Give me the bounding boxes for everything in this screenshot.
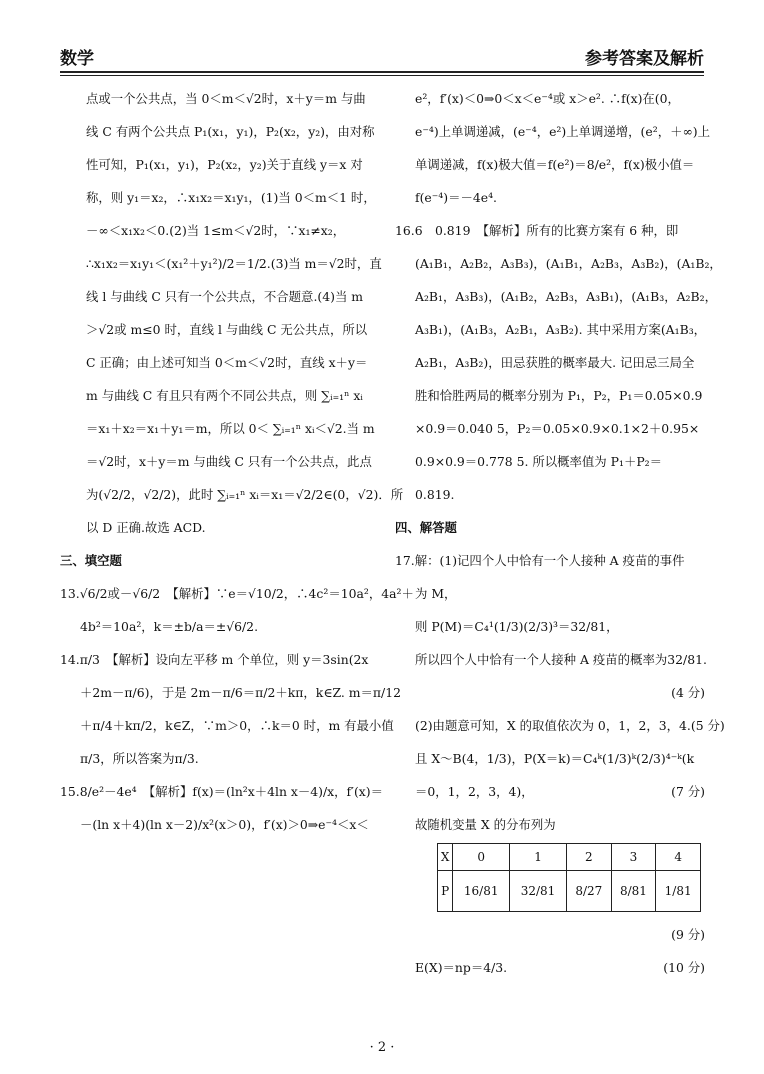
- table-cell: 1: [510, 844, 567, 871]
- q17-line-text: E(X)＝np＝4/3.: [415, 960, 508, 975]
- left-column: [60, 82, 414, 841]
- text-line: e⁻⁴)上单调递减，(e⁻⁴，e²)上单调递增，(e²，＋∞)上: [415, 124, 711, 139]
- table-header-cell: P: [438, 871, 453, 912]
- q17-line: (2)由题意可知，X 的取值依次为 0，1，2，3，4.(5 分): [415, 718, 725, 733]
- q16-line: 0.9×0.9＝0.778 5. 所以概率值为 P₁＋P₂＝: [415, 454, 663, 469]
- text-line: 单调递减，f(x)极大值＝f(e²)＝8/e²，f(x)极小值＝: [415, 157, 695, 172]
- q16-line: 0.819.: [415, 487, 455, 502]
- q14-line: 14.π/3 【解析】设向左平移 m 个单位，则 y＝3sin(2x: [60, 652, 369, 667]
- text-line: ∴x₁x₂＝x₁y₁＜(x₁²＋y₁²)/2＝1/2.(3)当 m＝√2时，直: [86, 256, 382, 271]
- q16-line: A₂B₁，A₃B₂)，田忌获胜的概率最大. 记田忌三局全: [415, 355, 695, 370]
- header-title: 参考答案及解析: [585, 49, 704, 69]
- text-line: f(e⁻⁴)＝－4e⁴.: [415, 190, 497, 205]
- q14-line: π/3，所以答案为π/3.: [80, 751, 199, 766]
- score-mark: (10 分): [663, 960, 705, 975]
- text-line: ＞√2或 m≤0 时，直线 l 与曲线 C 无公共点，所以: [86, 322, 368, 337]
- distribution-table: [437, 843, 701, 912]
- q14-line: ＋π/4＋kπ/2，k∈Z，∵m＞0，∴k＝0 时，m 有最小值: [80, 718, 394, 733]
- right-column-bottom: [395, 918, 705, 984]
- table-cell: 0: [453, 844, 510, 871]
- q16-line: A₂B₁，A₃B₃)，(A₁B₂，A₂B₃，A₃B₁)，(A₁B₃，A₂B₂，: [415, 289, 717, 304]
- q16-line: A₃B₁)，(A₁B₃，A₂B₁，A₃B₂). 其中采用方案(A₁B₃，: [415, 322, 707, 337]
- section-heading-solutions: 四、解答题: [395, 520, 457, 535]
- text-line: －∞＜x₁x₂＜0.(2)当 1≤m＜√2时，∵x₁≠x₂，: [86, 223, 346, 238]
- table-cell: 32/81: [510, 871, 567, 912]
- text-line: C 正确；由上述可知当 0＜m＜√2时，直线 x＋y＝: [86, 355, 368, 370]
- text-line: 以 D 正确.故选 ACD.: [86, 520, 206, 535]
- q16-line: (A₁B₁，A₂B₂，A₃B₃)，(A₁B₁，A₂B₃，A₃B₂)，(A₁B₂，: [415, 256, 722, 271]
- page-header: [60, 44, 704, 70]
- table-cell: 8/27: [566, 871, 611, 912]
- text-line: 为(√2/2，√2/2)，此时 ∑ᵢ₌₁ⁿ xᵢ＝x₁＝√2/2∈(0，√2)．所: [86, 487, 404, 502]
- table-cell: 1/81: [656, 871, 701, 912]
- text-line: ＝√2时，x＋y＝m 与曲线 C 只有一个公共点，此点: [86, 454, 372, 469]
- table-cell: 4: [656, 844, 701, 871]
- q17-line: 为 M，: [415, 586, 457, 601]
- table-cell: 2: [566, 844, 611, 871]
- text-line: 线 l 与曲线 C 只有一个公共点，不合题意.(4)当 m: [86, 289, 364, 304]
- score-mark: (4 分): [671, 685, 705, 700]
- q17-line: [395, 775, 705, 808]
- text-line: 称，则 y₁＝x₂，∴x₁x₂＝x₁y₁，(1)当 0＜m＜1 时，: [86, 190, 376, 205]
- page-number: · 2 ·: [369, 1040, 395, 1055]
- q17-line: 则 P(M)＝C₄¹(1/3)(2/3)³＝32/81，: [415, 619, 619, 634]
- table-cell: 3: [611, 844, 656, 871]
- header-rule-thick: [60, 71, 704, 73]
- right-column: [395, 82, 725, 841]
- text-line: ＝x₁＋x₂＝x₁＋y₁＝m，所以 0＜ ∑ᵢ₌₁ⁿ xᵢ＜√2.当 m: [86, 421, 375, 436]
- table-row: [438, 871, 701, 912]
- q13-line: 4b²＝10a²，k＝±b/a＝±√6/2.: [80, 619, 259, 634]
- q13-line: 13.√6/2或－√6/2 【解析】∵e＝√10/2，∴4c²＝10a²，4a²＋: [60, 586, 414, 601]
- q17-line: 故随机变量 X 的分布列为: [415, 817, 556, 832]
- q17-line: 所以四个人中恰有一个人接种 A 疫苗的概率为32/81.: [415, 652, 707, 667]
- table-cell: 8/81: [611, 871, 656, 912]
- score-mark: (7 分): [671, 784, 705, 799]
- text-line: m 与曲线 C 有且只有两个不同公共点，则 ∑ᵢ₌₁ⁿ xᵢ: [86, 388, 363, 403]
- table-cell: 16/81: [453, 871, 510, 912]
- q17-line: [395, 951, 705, 984]
- text-line: 性可知，P₁(x₁，y₁)，P₂(x₂，y₂)关于直线 y＝x 对: [86, 157, 363, 172]
- q16-line: ×0.9＝0.040 5，P₂＝0.05×0.9×0.1×2＋0.95×: [415, 421, 700, 436]
- table-header-cell: X: [438, 844, 453, 871]
- table-row: [438, 844, 701, 871]
- text-line: 点或一个公共点，当 0＜m＜√2时，x＋y＝m 与曲: [86, 91, 366, 106]
- q15-line: －(ln x＋4)(ln x－2)/x²(x＞0)，f′(x)＞0⇒e⁻⁴＜x＜: [80, 817, 369, 832]
- text-line: 线 C 有两个公共点 P₁(x₁，y₁)，P₂(x₂，y₂)，由对称: [86, 124, 375, 139]
- header-rule-thin: [60, 75, 704, 76]
- q17-line: 且 X～B(4，1/3)，P(X＝k)＝C₄ᵏ(1/3)ᵏ(2/3)⁴⁻ᵏ(k: [415, 751, 695, 766]
- text-line: e²，f′(x)＜0⇒0＜x＜e⁻⁴或 x＞e². ∴f(x)在(0，: [415, 91, 680, 106]
- q15-line: 15.8/e²－4e⁴ 【解析】f(x)＝(ln²x＋4ln x－4)/x，f′(x)＝: [60, 784, 384, 799]
- q16-line: 胜和恰胜两局的概率分别为 P₁，P₂，P₁＝0.05×0.9: [415, 388, 703, 403]
- q14-line: ＋2m－π/6)，于是 2m－π/6＝π/2＋kπ，k∈Z. m＝π/12: [80, 685, 401, 700]
- q17-line-text: ＝0，1，2，3，4)，: [415, 784, 534, 799]
- score-mark: (9 分): [671, 927, 705, 942]
- q17-line: 17.解：(1)记四个人中恰有一个人接种 A 疫苗的事件: [395, 553, 685, 568]
- q16-line: 16.6 0.819 【解析】所有的比赛方案有 6 种，即: [395, 223, 679, 238]
- subject-label: 数学: [60, 49, 94, 69]
- section-heading-fill-in: 三、填空题: [60, 553, 122, 568]
